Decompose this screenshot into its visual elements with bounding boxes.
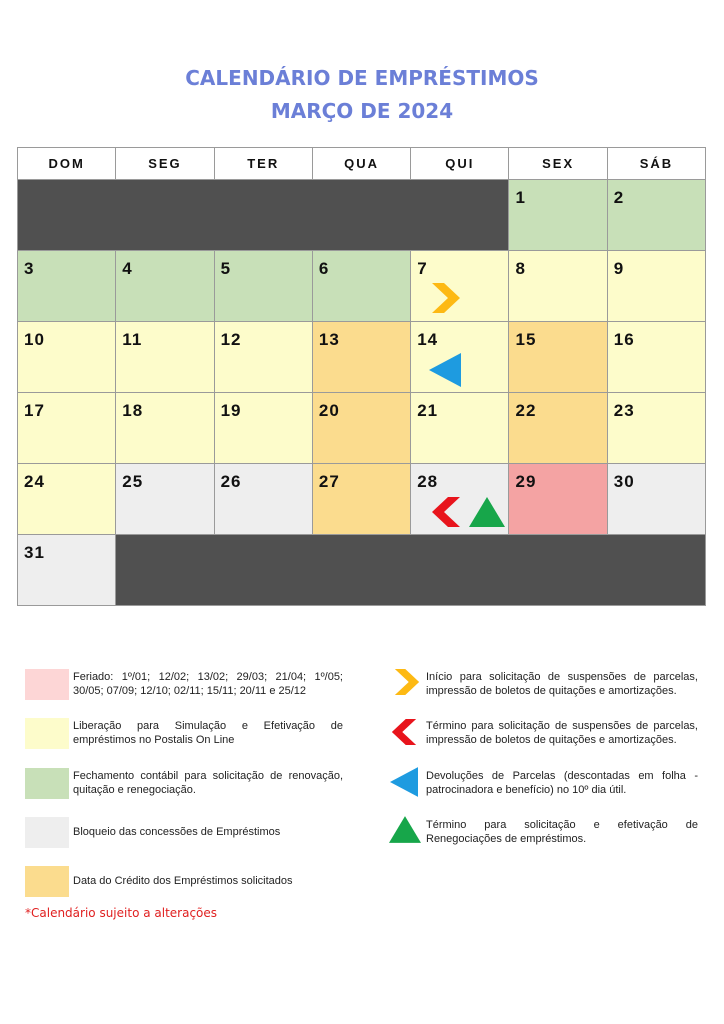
weekday-dom: DOM (18, 148, 116, 180)
weekday-qua: QUA (312, 148, 410, 180)
day-cell (411, 393, 509, 464)
legend-swatch-bloqueio (25, 817, 69, 848)
green-triangle-up-icon (389, 816, 421, 843)
day-number: 9 (613, 259, 625, 278)
day-cell (18, 322, 116, 393)
blank-cells (18, 180, 509, 251)
day-number: 27 (318, 472, 340, 491)
day-number: 21 (417, 401, 439, 420)
day-number: 11 (122, 330, 143, 349)
weekday-sab: SÁB (607, 148, 705, 180)
legend-text-bloqueio: Bloqueio das concessões de Empréstimos (73, 826, 281, 838)
week-row (18, 464, 706, 535)
legend-text-termino-renegociacoes: Término para solicitação e efetivação de Renegociações de empréstimos. (426, 819, 698, 845)
day-number: 19 (220, 401, 242, 420)
day-cell (18, 464, 116, 535)
day-cell (116, 393, 214, 464)
day-cell (116, 464, 214, 535)
red-chevron-left-icon (430, 497, 462, 527)
day-number: 29 (515, 472, 537, 491)
day-cell (607, 464, 705, 535)
legend-swatch-feriado (25, 669, 69, 700)
legend-swatch-fechamento (25, 768, 69, 799)
yellow-chevron-right-icon (393, 669, 421, 695)
legend-swatch-credito (25, 866, 69, 897)
day-number: 3 (24, 259, 35, 278)
day-number: 10 (24, 330, 45, 349)
week-row (18, 535, 706, 606)
day-cell (312, 393, 410, 464)
day-cell (607, 180, 705, 251)
day-cell (411, 464, 509, 535)
day-number: 28 (417, 472, 439, 491)
day-cell (509, 464, 607, 535)
day-cell (312, 322, 410, 393)
blue-triangle-left-icon (390, 766, 418, 798)
day-cell (214, 251, 312, 322)
day-number: 15 (515, 330, 537, 349)
blue-triangle-left-icon (429, 353, 461, 387)
day-cell (214, 322, 312, 393)
day-number: 1 (515, 188, 526, 207)
legend-text-fechamento: Fechamento contábil para solicitação de renovação, quitação e renegociação. (73, 770, 343, 796)
day-number: 25 (122, 472, 144, 491)
day-cell (509, 251, 607, 322)
weekday-seg: SEG (116, 148, 214, 180)
day-cell (509, 393, 607, 464)
day-number: 23 (613, 401, 635, 420)
weekday-sex: SEX (509, 148, 607, 180)
day-cell (607, 322, 705, 393)
day-number: 17 (24, 401, 45, 420)
day-number: 6 (318, 259, 330, 278)
week-row (18, 322, 706, 393)
day-cell (411, 322, 509, 393)
day-cell (116, 322, 214, 393)
day-cell (312, 464, 410, 535)
day-number: 30 (613, 472, 635, 491)
day-number: 26 (220, 472, 242, 491)
week-row (18, 251, 706, 322)
day-cell (116, 251, 214, 322)
legend-swatch-liberacao (25, 718, 69, 749)
day-cell (214, 464, 312, 535)
day-number: 2 (613, 188, 625, 207)
green-triangle-up-icon (469, 497, 505, 527)
legend-text-inicio: Início para solicitação de suspensões de parcelas, impressão de boletos de quitações e amortizações. (426, 671, 698, 697)
day-number: 5 (220, 259, 232, 278)
weekday-qui: QUI (411, 148, 509, 180)
legend-text-termino-suspensoes: Término para solicitação de suspensões de parcelas, impressão de boletos de quitações e amortizações. (426, 720, 698, 746)
day-number: 12 (220, 330, 242, 349)
day-number: 14 (417, 330, 439, 349)
legend-text-devolucoes: Devoluções de Parcelas (descontadas em folha - patrocinadora e benefício) no 10º dia útil. (426, 770, 698, 796)
day-cell (411, 251, 509, 322)
weekday-header-row (18, 148, 706, 180)
weekday-ter: TER (214, 148, 312, 180)
week-row (18, 393, 706, 464)
day-cell (18, 535, 116, 606)
day-number: 24 (24, 472, 45, 491)
day-cell (18, 251, 116, 322)
red-chevron-left-icon (390, 719, 418, 745)
week-row (18, 180, 706, 251)
day-cell (607, 251, 705, 322)
page-subtitle: MARÇO DE 2024 (270, 99, 454, 123)
day-cell (214, 393, 312, 464)
day-number: 31 (24, 543, 45, 562)
day-number: 20 (318, 401, 340, 420)
day-cell (607, 393, 705, 464)
day-number: 4 (122, 259, 133, 278)
blank-cells (116, 535, 706, 606)
disclaimer-note: *Calendário sujeito a alterações (25, 906, 218, 920)
yellow-chevron-right-icon (430, 283, 462, 313)
day-number: 16 (613, 330, 635, 349)
calendar-grid (17, 147, 706, 606)
day-cell (18, 393, 116, 464)
day-number: 18 (122, 401, 144, 420)
day-number: 22 (515, 401, 537, 420)
day-number: 13 (318, 330, 340, 349)
day-cell (509, 322, 607, 393)
day-number: 8 (515, 259, 526, 278)
legend-text-feriado: Feriado: 1º/01; 12/02; 13/02; 29/03; 21/04; 1º/05; 30/05; 07/09; 12/10; 02/11; 15/11; 20/11 e 25/12 (73, 671, 343, 697)
legend-text-credito: Data do Crédito dos Empréstimos solicitados (73, 875, 293, 887)
day-cell (312, 251, 410, 322)
day-number: 7 (417, 259, 428, 278)
page-title: CALENDÁRIO DE EMPRÉSTIMOS (185, 66, 539, 90)
day-cell (509, 180, 607, 251)
legend-text-liberacao: Liberação para Simulação e Efetivação de empréstimos no Postalis On Line (73, 720, 343, 746)
